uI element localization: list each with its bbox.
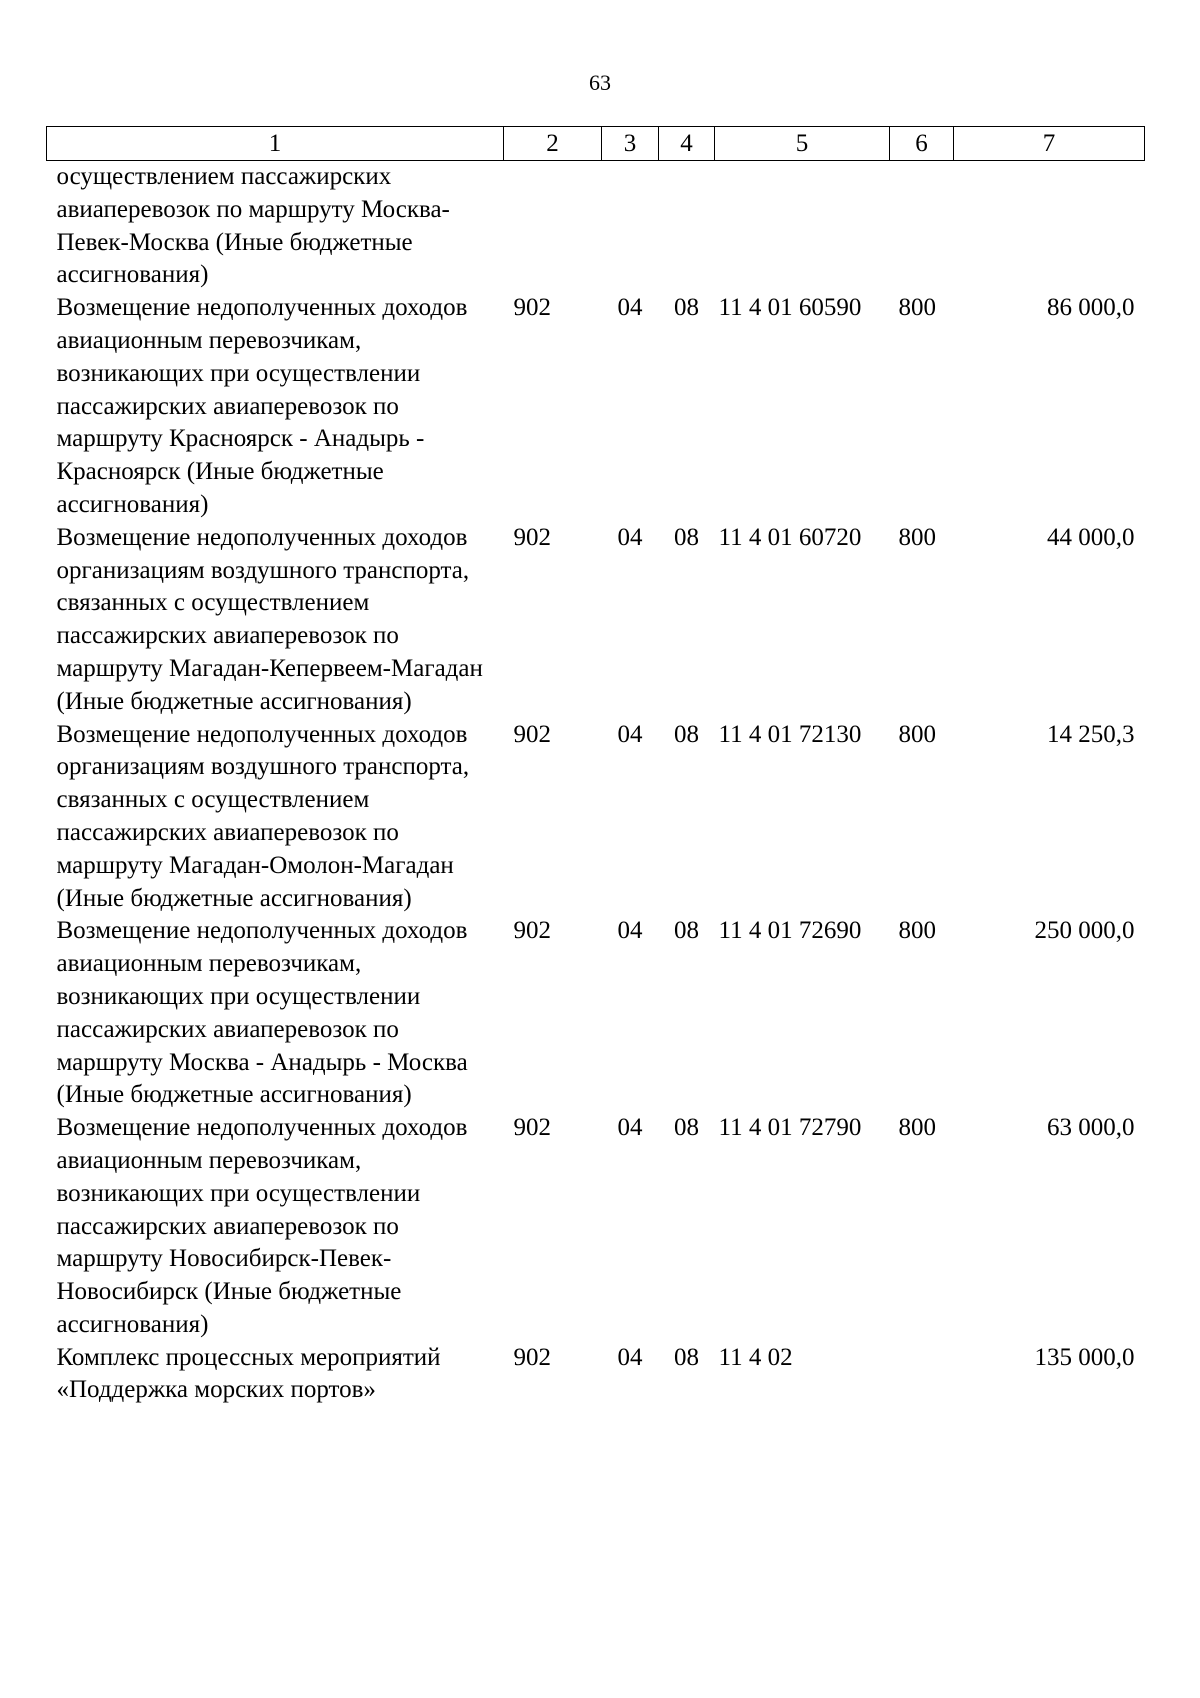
row-section: 04 [617,294,643,322]
column-header-2: 2 [504,127,602,161]
table-row [47,161,1145,293]
table-header [47,127,1145,161]
column-header-3: 3 [602,127,659,161]
row-target-article: 11 4 01 72790 [718,1114,862,1142]
row-subsection: 08 [674,1114,699,1142]
table-row [47,1342,1145,1408]
row-amount: 63 000,0 [1047,1114,1135,1142]
row-section: 04 [617,523,643,551]
row-section: 04 [617,1343,643,1371]
table-row [47,915,1145,1112]
row-name: Возмещение недополученных доходов организациям воздушного транспорта, связанных с осуществлением пассажирских авиаперевозок по маршруту Магадан-Кепервеем-Магадан (Иные бюджетные ассигнования) [56,523,483,715]
row-section: 04 [617,1114,643,1142]
row-gr: 902 [513,720,551,748]
row-expense-type: 800 [898,720,936,748]
row-gr: 902 [513,1343,551,1371]
row-name: Комплекс процессных мероприятий «Поддержка морских портов» [56,1343,441,1404]
row-name: Возмещение недополученных доходов авиационным перевозчикам, возникающих при осуществлении пассажирских авиаперевозок по маршруту Новосибирск-Певек-Новосибирск (Иные бюджетные ассигнования) [56,1114,468,1338]
row-amount: 135 000,0 [1034,1343,1135,1371]
table-body [47,161,1145,1408]
row-subsection [659,161,715,293]
row-section: 04 [617,720,643,748]
row-amount: 250 000,0 [1034,917,1135,945]
row-expense-type [890,1342,954,1408]
row-target-article: 11 4 01 60590 [718,294,862,322]
row-name: осуществлением пассажирских авиаперевозок по маршруту Москва-Певек-Москва (Иные бюджетные ассигнования) [56,163,450,289]
row-name: Возмещение недополученных доходов организациям воздушного транспорта, связанных с осуществлением пассажирских авиаперевозок по маршруту Магадан-Омолон-Магадан (Иные бюджетные ассигнования) [56,720,470,912]
column-header-4: 4 [659,127,715,161]
row-expense-type: 800 [898,294,936,322]
row-amount: 44 000,0 [1047,523,1135,551]
page-number: 63 [589,70,611,95]
row-gr [504,161,602,293]
row-target-article: 11 4 01 60720 [718,523,862,551]
row-target-article [715,161,890,293]
row-target-article: 11 4 01 72130 [718,720,862,748]
row-name: Возмещение недополученных доходов авиационным перевозчикам, возникающих при осуществлении пассажирских авиаперевозок по маршруту Красноярск - Анадырь - Красноярск (Иные бюджетные ассигнования) [56,294,468,518]
budget-table [46,126,1145,1407]
row-amount [954,161,1145,293]
row-subsection: 08 [674,1343,699,1371]
table-row [47,292,1145,522]
row-subsection: 08 [674,917,699,945]
column-header-7: 7 [954,127,1145,161]
row-target-article: 11 4 02 [718,1343,793,1371]
row-name: Возмещение недополученных доходов авиационным перевозчикам, возникающих при осуществлении пассажирских авиаперевозок по маршруту Москва - Анадырь - Москва (Иные бюджетные ассигнования) [56,917,468,1109]
row-subsection: 08 [674,294,699,322]
table-row [47,522,1145,719]
table-row [47,1112,1145,1342]
column-header-5: 5 [715,127,890,161]
row-subsection: 08 [674,523,699,551]
row-gr: 902 [513,523,551,551]
row-section [602,161,659,293]
row-expense-type: 800 [898,523,936,551]
column-header-1: 1 [47,127,504,161]
table-row [47,719,1145,916]
row-section: 04 [617,917,643,945]
row-subsection: 08 [674,720,699,748]
row-amount: 86 000,0 [1047,294,1135,322]
row-amount: 14 250,3 [1047,720,1135,748]
row-expense-type [890,161,954,293]
column-header-6: 6 [890,127,954,161]
row-expense-type: 800 [898,1114,936,1142]
row-gr: 902 [513,917,551,945]
row-target-article: 11 4 01 72690 [718,917,862,945]
row-expense-type: 800 [898,917,936,945]
row-gr: 902 [513,294,551,322]
row-gr: 902 [513,1114,551,1142]
header-row [47,127,1145,161]
